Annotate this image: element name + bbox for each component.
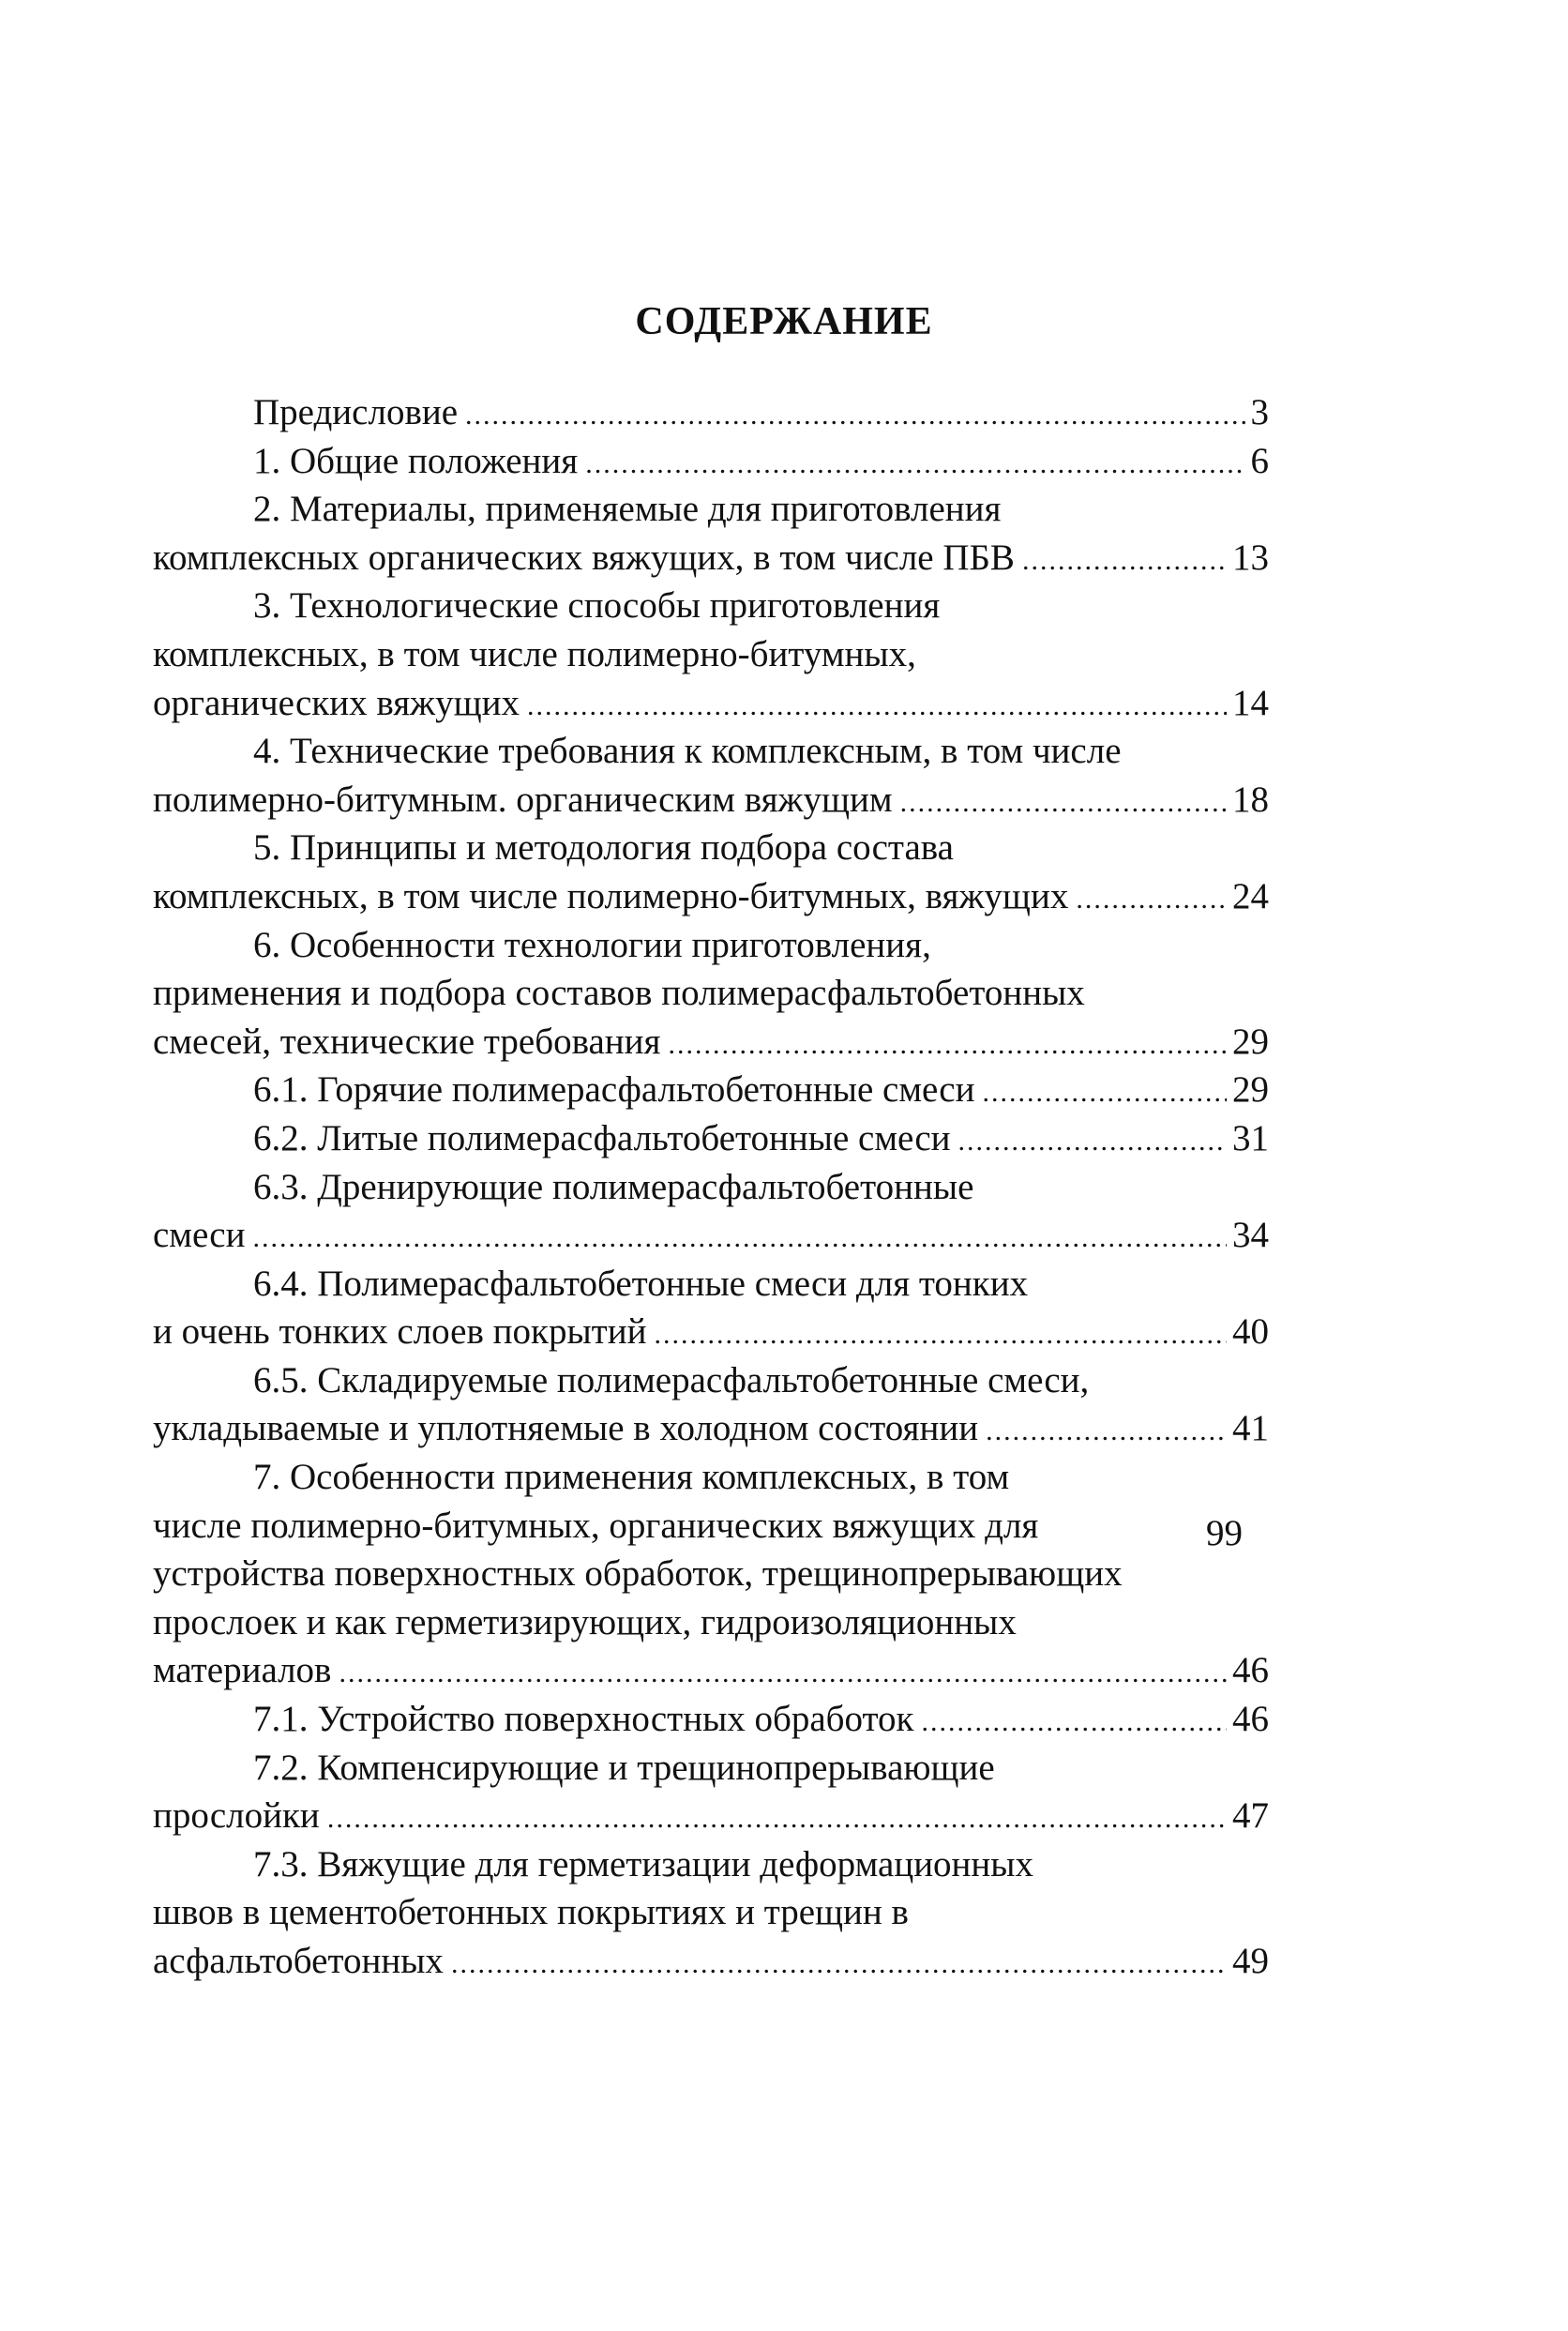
toc-line-text: 6.4. Полимерасфальтобетонные смеси для тонких — [253, 1263, 1029, 1304]
toc-entry — [153, 1114, 1269, 1163]
toc-page-number: 13 — [1232, 537, 1269, 578]
toc-line-text: 6.2. Литые полимерасфальтобетонные смеси — [253, 1117, 951, 1158]
toc-line-text: укладываемые и уплотняемые в холодном состоянии — [153, 1408, 979, 1449]
toc-line-text: 6.1. Горячие полимерасфальтобетонные смеси — [253, 1069, 975, 1111]
toc-line-text: прослойки — [153, 1795, 320, 1837]
dot-leader — [527, 682, 1227, 731]
table-of-contents — [153, 388, 1269, 1986]
toc-line-text: 6.5. Складируемые полимерасфальтобетонные смеси, — [253, 1359, 1090, 1400]
toc-line-text: комплексных органических вяжущих, в том числе ПБВ — [153, 537, 1015, 578]
toc-line — [153, 1937, 1269, 1986]
toc-line — [153, 1550, 1269, 1598]
toc-line — [153, 1308, 1269, 1356]
toc-entry — [153, 1163, 1269, 1260]
toc-line — [153, 1211, 1269, 1260]
toc-entry — [153, 824, 1269, 920]
toc-line — [153, 1840, 1269, 1889]
toc-page-number: 40 — [1232, 1311, 1269, 1353]
toc-line — [153, 485, 1269, 534]
dot-leader — [986, 1407, 1227, 1456]
toc-page-number: 14 — [1232, 682, 1269, 723]
toc-page-number: 41 — [1232, 1408, 1269, 1449]
toc-line — [153, 534, 1269, 583]
toc-entry — [153, 1260, 1269, 1356]
toc-line-text: 7.1. Устройство поверхностных обработок — [253, 1699, 914, 1740]
toc-line-text: и очень тонких слоев покрытий — [153, 1311, 647, 1353]
toc-line-text: устройства поверхностных обработок, трещинопрерывающих — [153, 1553, 1123, 1595]
toc-entry — [153, 582, 1269, 727]
toc-page-number: 49 — [1232, 1941, 1269, 1981]
toc-line — [153, 1646, 1269, 1695]
dot-leader — [958, 1117, 1228, 1166]
toc-entry — [153, 1066, 1269, 1114]
dot-leader — [921, 1698, 1227, 1747]
dot-leader — [327, 1794, 1227, 1843]
toc-line-text: прослоек и как герметизирующих, гидроизоляционных — [153, 1601, 1017, 1642]
toc-line-text: 6. Особенности технологии приготовления, — [253, 924, 931, 965]
toc-line — [153, 582, 1269, 630]
toc-line-text: 3. Технологические способы приготовления — [253, 585, 941, 627]
toc-line — [153, 679, 1269, 728]
toc-line — [153, 776, 1269, 825]
page-number: 99 — [1206, 1513, 1243, 1553]
dot-leader — [1022, 537, 1227, 585]
toc-line-text: швов в цементобетонных покрытиях и трещин в — [153, 1892, 909, 1933]
toc-page-number: 31 — [1232, 1117, 1269, 1158]
dot-leader — [339, 1649, 1227, 1698]
toc-entry — [153, 388, 1269, 437]
toc-entry — [153, 485, 1269, 582]
toc-line-text: 6.3. Дренирующие полимерасфальтобетонные — [253, 1166, 974, 1207]
toc-line — [153, 1163, 1269, 1212]
dot-leader — [585, 440, 1244, 489]
toc-line-text: полимерно-битумным. органическим вяжущим — [153, 779, 893, 820]
toc-page-number: 34 — [1232, 1215, 1269, 1256]
toc-line-text: числе полимерно-битумных, органических вяжущих для — [153, 1505, 1039, 1546]
toc-entry — [153, 1453, 1269, 1695]
toc-line-text: асфальтобетонных — [153, 1941, 444, 1981]
toc-line — [153, 1888, 1269, 1937]
dot-leader — [1076, 875, 1227, 924]
toc-line — [153, 824, 1269, 872]
toc-line — [153, 1066, 1269, 1114]
toc-entry — [153, 921, 1269, 1067]
toc-line-text: комплексных, в том числе полимерно-битумных, вяжущих — [153, 875, 1069, 916]
dot-leader — [982, 1068, 1227, 1117]
dot-leader — [900, 779, 1227, 827]
toc-line-text: материалов — [153, 1650, 332, 1691]
toc-line-text: органических вяжущих — [153, 682, 520, 723]
toc-line-text: 4. Технические требования к комплексным, в том числе — [253, 731, 1122, 772]
toc-entry — [153, 1356, 1269, 1453]
toc-line-text: смеси — [153, 1215, 246, 1256]
toc-line — [153, 1453, 1269, 1502]
toc-page-number: 3 — [1250, 392, 1269, 432]
toc-line-text: 5. Принципы и методология подбора состава — [253, 827, 954, 869]
toc-line — [153, 1356, 1269, 1405]
toc-page-number: 46 — [1232, 1699, 1269, 1740]
toc-line — [153, 388, 1269, 437]
toc-page-number: 24 — [1232, 875, 1269, 916]
dot-leader — [451, 1940, 1227, 1989]
toc-line — [153, 1114, 1269, 1163]
toc-entry — [153, 727, 1269, 824]
toc-line-text: 1. Общие положения — [253, 440, 579, 481]
toc-line-text: комплексных, в том числе полимерно-битумных, — [153, 633, 916, 674]
toc-line — [153, 1598, 1269, 1647]
toc-page-number: 46 — [1232, 1650, 1269, 1691]
toc-entry — [153, 437, 1269, 486]
dot-leader — [668, 1021, 1227, 1069]
toc-line — [153, 1018, 1269, 1067]
toc-line-text: 7. Особенности применения комплексных, в том — [253, 1457, 1010, 1498]
toc-page-number: 47 — [1232, 1795, 1269, 1837]
toc-entry — [153, 1695, 1269, 1744]
dot-leader — [654, 1310, 1227, 1359]
toc-line-text: Предисловие — [253, 392, 459, 432]
page-title: СОДЕРЖАНИЕ — [635, 300, 933, 343]
dot-leader — [465, 391, 1244, 440]
toc-line — [153, 727, 1269, 776]
toc-line-text: 7.2. Компенсирующие и трещинопрерывающие — [253, 1747, 995, 1788]
toc-page-number: 6 — [1250, 440, 1269, 481]
toc-line — [153, 630, 1269, 679]
toc-line — [153, 969, 1269, 1018]
toc-line — [153, 1404, 1269, 1453]
toc-entry — [153, 1840, 1269, 1986]
toc-line — [153, 1260, 1269, 1309]
toc-page-number: 29 — [1232, 1021, 1269, 1062]
toc-line-text: 2. Материалы, применяемые для приготовления — [253, 489, 1002, 530]
toc-line — [153, 1502, 1269, 1551]
toc-line — [153, 437, 1269, 486]
toc-line — [153, 1792, 1269, 1840]
dot-leader — [252, 1214, 1227, 1263]
toc-line-text: смесей, технические требования — [153, 1021, 661, 1062]
toc-page-number: 18 — [1232, 779, 1269, 820]
toc-line-text: 7.3. Вяжущие для герметизации деформационных — [253, 1843, 1034, 1884]
toc-entry — [153, 1744, 1269, 1840]
toc-page-number: 29 — [1232, 1069, 1269, 1111]
toc-line — [153, 1744, 1269, 1793]
toc-line — [153, 872, 1269, 921]
toc-line — [153, 1695, 1269, 1744]
toc-line — [153, 921, 1269, 970]
toc-line-text: применения и подбора составов полимерасфальтобетонных — [153, 973, 1085, 1014]
